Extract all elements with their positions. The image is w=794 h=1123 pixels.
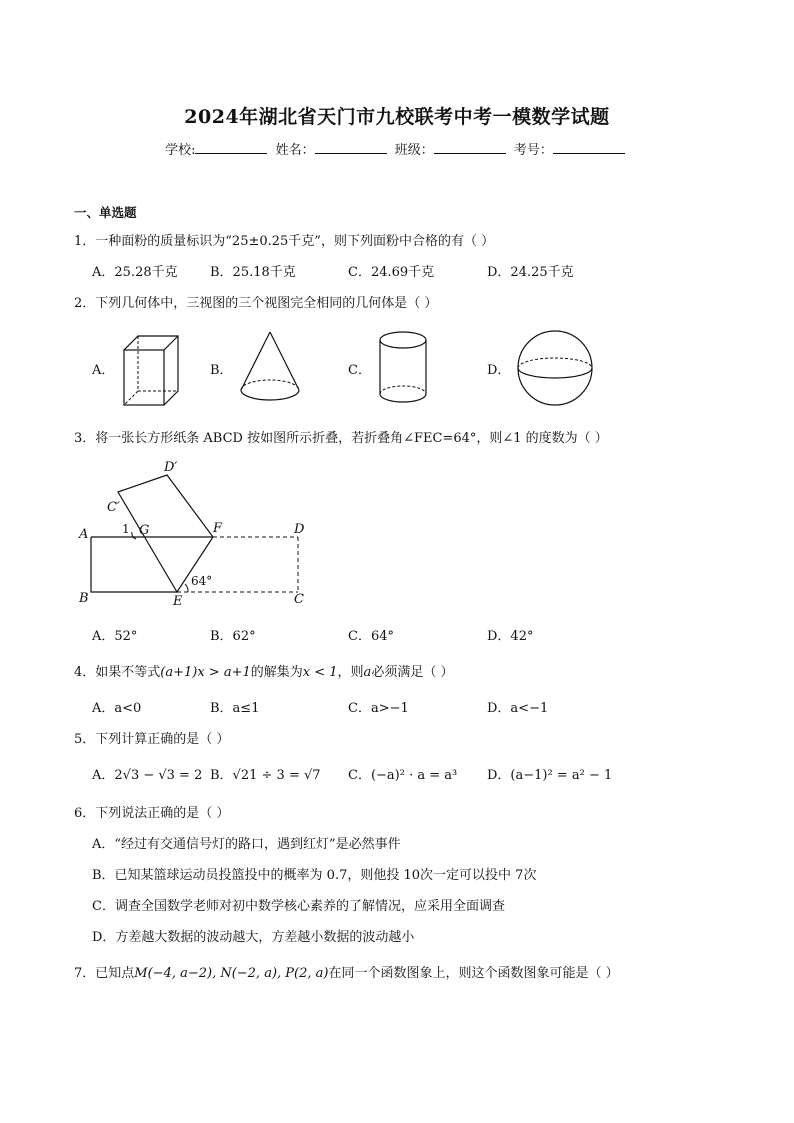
section-title: 一、单选题 <box>74 205 137 220</box>
q1-option-b[interactable]: B．25.18千克 <box>210 265 296 280</box>
q3-option-a[interactable]: A．52° <box>92 629 138 644</box>
q2-option-d[interactable]: D． <box>487 363 511 378</box>
student-info-line <box>0 139 794 158</box>
q4-text-after: ，则 <box>337 665 364 680</box>
q4-variable: a <box>363 665 372 680</box>
school-label: 学校: <box>165 143 196 158</box>
number-blank[interactable] <box>553 141 625 154</box>
q6-option-b[interactable]: B．已知某篮球运动员投篮投中的概率为 0.7，则他投 10次一定可以投中 7次 <box>92 868 537 883</box>
q1-option-a[interactable]: A．25.28千克 <box>92 265 178 280</box>
q6-option-c[interactable]: C．调查全国数学老师对初中数学核心素养的了解情况，应采用全面调查 <box>92 899 505 914</box>
q3-option-b[interactable]: B．62° <box>210 629 256 644</box>
q2-option-b[interactable]: B． <box>210 363 233 378</box>
q6-option-d[interactable]: D．方差越大数据的波动越大，方差越小数据的波动越小 <box>92 930 415 945</box>
q7-points: M(−4, a−2), N(−2, a), P(2, a) <box>134 966 329 981</box>
question-1-text: 1．一种面粉的质量标识为“25±0.25千克”，则下列面粉中合格的有（ ） <box>74 234 495 249</box>
sphere-icon <box>515 328 595 408</box>
exam-title: 2024年湖北省天门市九校联考中考一模数学试题 <box>184 106 610 128</box>
question-2-text: 2．下列几何体中，三视图的三个视图完全相同的几何体是（ ） <box>74 296 438 311</box>
label-a: A <box>79 527 89 542</box>
label-angle-1: 1 <box>122 522 130 536</box>
q4-text-before: 4．如果不等式 <box>74 665 161 680</box>
number-label: 考号： <box>513 143 553 158</box>
label-b: B <box>79 591 89 606</box>
q4-inequality: (a+1)x > a+1 <box>160 665 251 680</box>
q4-text-end: 必须满足（ ） <box>371 665 454 680</box>
q7-text-before: 7．已知点 <box>74 966 135 981</box>
name-label: 姓名： <box>275 143 315 158</box>
label-c: C <box>294 592 304 607</box>
q5-option-a[interactable]: A．2√3 − √3 = 2 <box>92 768 203 783</box>
q4-option-a[interactable]: A．a<0 <box>92 701 142 716</box>
class-blank[interactable] <box>434 141 506 154</box>
question-4-text <box>74 661 453 680</box>
q2-option-c[interactable]: C． <box>348 363 371 378</box>
q1-option-c[interactable]: C．24.69千克 <box>348 265 435 280</box>
q5-option-b[interactable]: B．√21 ÷ 3 = √7 <box>210 768 321 783</box>
q4-option-d[interactable]: D．a<−1 <box>487 701 549 716</box>
cube-icon <box>120 333 182 408</box>
q1-option-d[interactable]: D．24.25千克 <box>487 265 574 280</box>
q4-text-mid: 的解集为 <box>250 665 303 680</box>
label-angle-64: 64° <box>191 574 213 588</box>
name-blank[interactable] <box>315 141 387 154</box>
question-3-text: 3．将一张长方形纸条 ABCD 按如图所示折叠，若折叠角∠FEC=64°，则∠1 的度数为（ ） <box>74 431 608 446</box>
q5-option-d[interactable]: D．(a−1)² = a² − 1 <box>487 768 613 783</box>
cylinder-icon <box>377 330 429 406</box>
q3-option-d[interactable]: D．42° <box>487 629 534 644</box>
q6-option-a[interactable]: A．“经过有交通信号灯的路口，遇到红灯”是必然事件 <box>92 837 401 852</box>
q5-option-c[interactable]: C．(−a)² · a = a³ <box>348 768 458 783</box>
q7-text-after: 在同一个函数图象上，则这个函数图象可能是（ ） <box>328 966 619 981</box>
school-blank[interactable] <box>195 141 267 154</box>
class-label: 班级： <box>394 143 434 158</box>
label-c-prime: C′ <box>107 500 120 515</box>
q4-solution: x < 1 <box>302 665 338 680</box>
label-d-prime: D′ <box>164 460 178 475</box>
label-g: G <box>139 523 150 538</box>
question-7-text <box>74 962 619 981</box>
question-6-text: 6．下列说法正确的是（ ） <box>74 806 230 821</box>
question-5-text: 5．下列计算正确的是（ ） <box>74 732 230 747</box>
cone-icon <box>238 330 302 404</box>
label-e: E <box>173 594 183 609</box>
label-d: D <box>294 522 305 537</box>
folding-diagram <box>70 455 330 615</box>
q2-option-a[interactable]: A． <box>92 363 115 378</box>
label-f: F <box>213 521 223 536</box>
q3-option-c[interactable]: C．64° <box>348 629 394 644</box>
q4-option-b[interactable]: B．a≤1 <box>210 701 260 716</box>
q4-option-c[interactable]: C．a>−1 <box>348 701 409 716</box>
